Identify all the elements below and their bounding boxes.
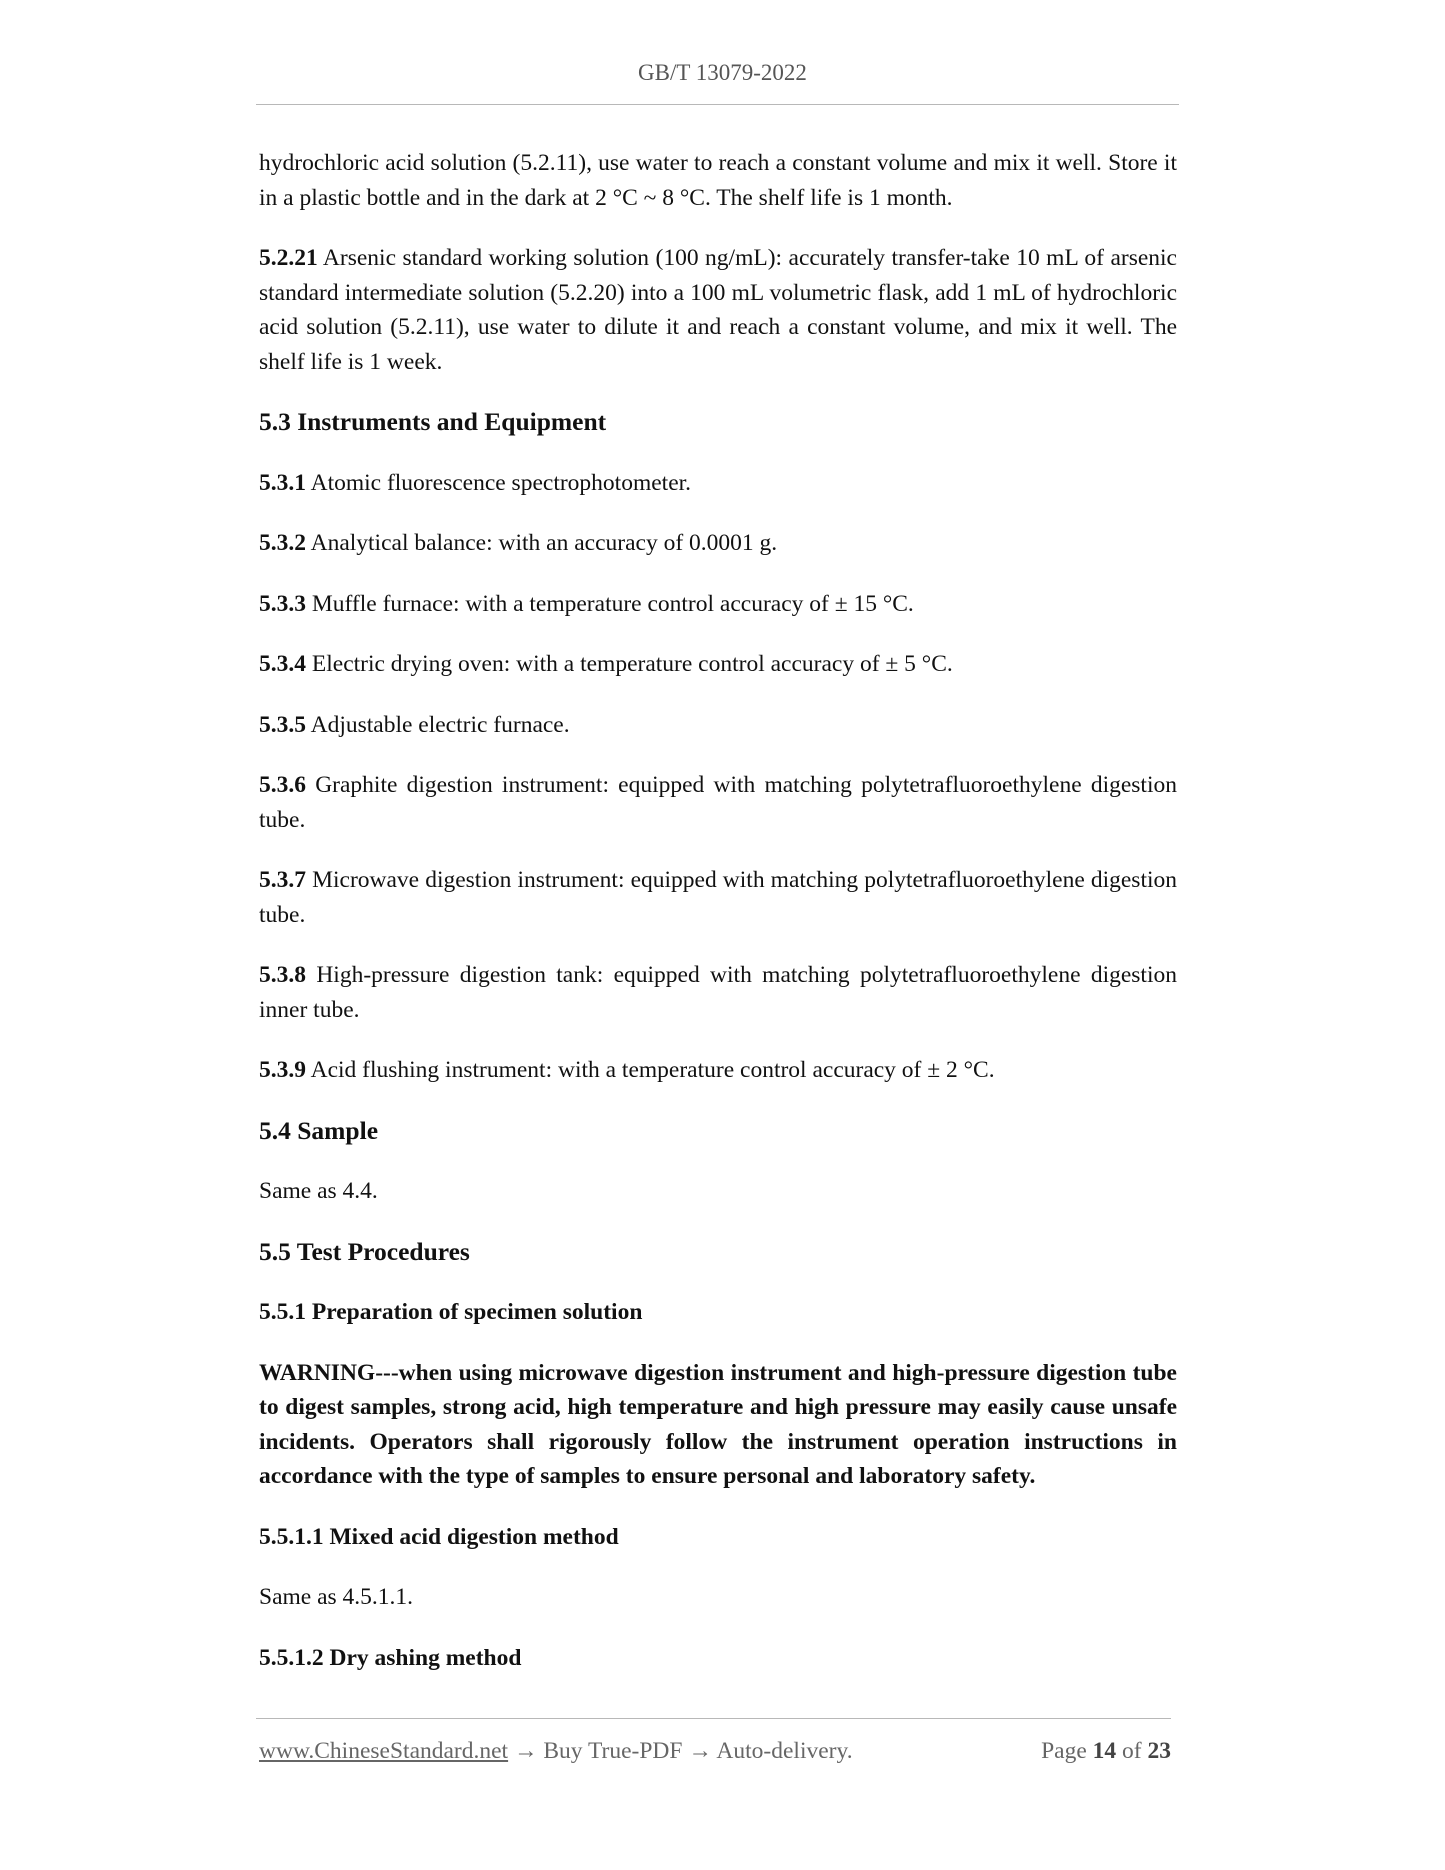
clause-text: Graphite digestion instrument: equipped with matching polytetrafluoroethylene digestion tube. (259, 772, 1177, 833)
page-number (1041, 1738, 1171, 1765)
paragraph-continued: hydrochloric acid solution (5.2.11), use water to reach a constant volume and mix it well. Store it in a plastic bottle and in the dark at 2 °C ~ 8 °C. The shelf life is 1 month. (259, 150, 1177, 211)
page-header-title: GB/T 13079-2022 (638, 60, 807, 85)
auto-delivery-text: Auto-delivery. (716, 1738, 853, 1764)
clause-number: 5.3.4 (259, 651, 306, 677)
page-total: 23 (1147, 1738, 1171, 1764)
buy-pdf-text: Buy True-PDF (543, 1738, 683, 1764)
clause-text: Arsenic standard working solution (100 ng/mL): accurately transfer-take 10 mL of arsenic standard intermediate solution (5.2.20) into a 100 mL volumetric flask, add 1 mL of hydrochloric acid solution (5.2.11), use water to dilute it and reach a constant volume, and mix it well. The shelf life is 1 week. (259, 245, 1177, 375)
clause-text: Microwave digestion instrument: equipped with matching polytetrafluoroethylene digestion tube. (259, 867, 1178, 928)
arrow-right-icon: → (688, 1738, 712, 1764)
clause-5-3-5 (259, 708, 1177, 743)
clause-5-3-2 (259, 526, 1177, 561)
clause-5-3-1 (259, 466, 1177, 501)
clause-5-3-8 (259, 958, 1177, 1027)
footer-divider (256, 1718, 1171, 1719)
paragraph-5-5-1-1: Same as 4.5.1.1. (259, 1584, 414, 1610)
clause-text: Electric drying oven: with a temperature control accuracy of ± 5 °C. (311, 651, 953, 677)
clause-text: Analytical balance: with an accuracy of 0.0001 g. (310, 530, 778, 556)
header-divider (256, 104, 1179, 105)
subsection-heading-5-5-1-2: 5.5.1.2 Dry ashing method (259, 1644, 522, 1671)
clause-number: 5.3.1 (259, 469, 306, 496)
clause-number: 5.3.3 (259, 590, 306, 617)
section-heading-5-5: 5.5 Test Procedures (259, 1236, 470, 1266)
clause-5-3-9 (259, 1053, 1177, 1088)
clause-5-3-3 (259, 587, 1177, 622)
page-of-label: of (1122, 1738, 1142, 1764)
clause-text: Atomic fluorescence spectrophotometer. (310, 469, 692, 496)
arrow-right-icon: → (513, 1738, 538, 1764)
section-heading-5-4: 5.4 Sample (259, 1115, 379, 1145)
warning-paragraph: WARNING---when using microwave digestion instrument and high-pressure digestion tube to digest samples, strong acid, high temperature and high pressure may easily cause unsafe incidents. Operators shall rigorously follow the instrument operation instructions in accordance with the type of samples to ensure personal and laboratory safety. (259, 1359, 1177, 1489)
section-heading-5-3: 5.3 Instruments and Equipment (259, 407, 607, 436)
page-footer (259, 1738, 1171, 1765)
footer-left (259, 1738, 853, 1765)
subsection-heading-5-5-1-1: 5.5.1.1 Mixed acid digestion method (259, 1523, 619, 1550)
clause-number: 5.3.2 (259, 530, 306, 556)
clause-text: Adjustable electric furnace. (310, 711, 570, 738)
clause-5-2-21 (259, 241, 1177, 379)
clause-5-3-7 (259, 863, 1177, 932)
clause-text: High-pressure digestion tank: equipped with matching polytetrafluoroethylene digestion inner tube. (259, 962, 1177, 1023)
clause-number: 5.3.9 (259, 1057, 306, 1083)
clause-text: Acid flushing instrument: with a temperature control accuracy of ± 2 °C. (310, 1057, 995, 1083)
clause-number: 5.3.6 (259, 772, 306, 798)
subsection-heading-5-5-1: 5.5.1 Preparation of specimen solution (259, 1299, 643, 1325)
page-label: Page (1041, 1738, 1087, 1764)
clause-number: 5.3.7 (259, 867, 306, 893)
document-body (259, 146, 1177, 1701)
clause-number: 5.2.21 (259, 245, 318, 271)
clause-number: 5.3.5 (259, 711, 306, 738)
clause-5-3-4 (259, 647, 1177, 682)
paragraph-5-4: Same as 4.4. (259, 1178, 378, 1204)
clause-5-3-6 (259, 768, 1177, 837)
clause-number: 5.3.8 (259, 962, 306, 988)
website-link[interactable]: www.ChineseStandard.net (259, 1738, 509, 1764)
page-current: 14 (1092, 1738, 1117, 1764)
clause-text: Muffle furnace: with a temperature control accuracy of ± 15 °C. (311, 590, 914, 617)
